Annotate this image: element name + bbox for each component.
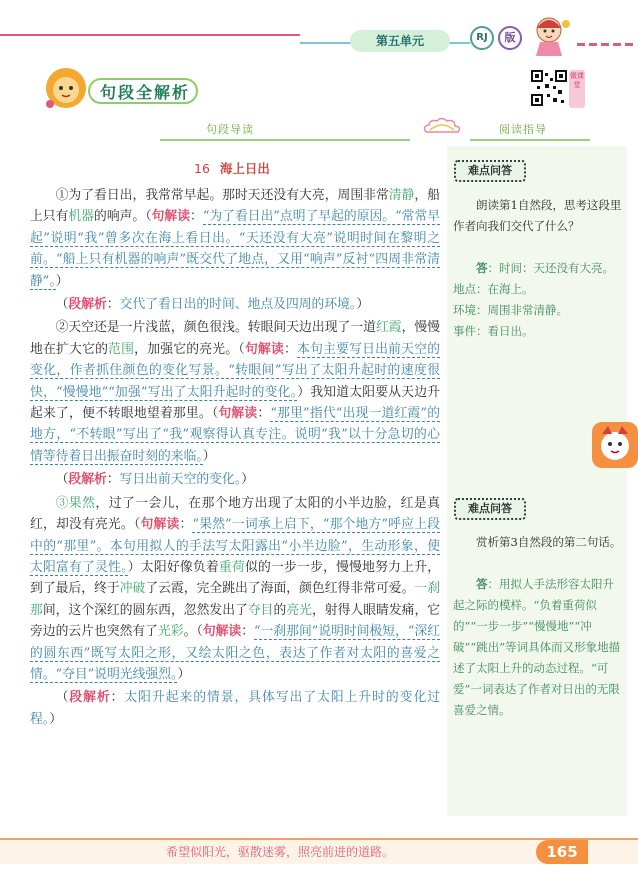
qa-question-1: 朗读第1自然段，思考这段里作者向我们交代了什么？	[453, 198, 622, 233]
paragraph-analysis-label: 段解析	[68, 472, 107, 488]
answer-line: 地点：在海上。	[453, 282, 534, 296]
sentence-note: “果然”一词承上启下，“那个地方”呼应上段中的“那里”。本句用拟人的手法写太阳露出“小半边脸”，生动形象，使太阳富有了灵性。	[30, 517, 441, 575]
lesson-title: 海上日出	[219, 161, 270, 176]
keyword: 红霞	[375, 320, 402, 336]
cloud-icon	[420, 116, 464, 138]
edition-badge: RJ	[470, 26, 494, 50]
paragraph-1-analysis: （段解析：交代了看日出的时间、地点及四周的环境。）	[55, 297, 370, 313]
qa-tab-1: 难点问答	[454, 160, 526, 182]
keyword: 重荷	[218, 559, 245, 575]
divider-right	[470, 139, 590, 141]
paragraph-analysis-label: 段解析	[68, 297, 107, 313]
answer-line: 环境：周围非常清静。	[453, 303, 568, 317]
page-title: 句段全解析	[100, 83, 191, 102]
keyword: 一刹那	[30, 581, 441, 618]
sentence-note-label: 句解读	[151, 209, 191, 225]
side-mascot-icon	[592, 422, 638, 468]
unit-badge: 第五单元	[350, 30, 450, 52]
paragraph-analysis: 交代了看日出的时间、地点及四周的环境。	[119, 297, 357, 313]
qa-answer-1: 答：时间：天还没有大亮。 地点：在海上。 环境：周围非常清静。 事件：看日出。	[453, 258, 623, 342]
keyword: 光彩	[157, 624, 184, 640]
paragraph-2: ②天空还是一片浅蓝，颜色很浅。转眼间天边出现了一道红霞，慢慢地在扩大它的范围，加强它的亮光。（句解读：本句主要写日出前天空的变化，作者抓住颜色的变化写景。“转眼间”写出了太阳升起时的速度很快，“慢慢地”“加强”写出了太阳升起时的变化。）我知道太阳要从天边升起来了，便不转眼地望着那里。（句解读：“那里”指代“出现一道红霞”的地方，“不转眼”写出了“我”观察得认真专注。说明“我”以十分急切的心情等待着日出振奋时刻的来临。）	[30, 320, 441, 464]
keyword: 夺目	[247, 602, 274, 618]
lesson-heading	[194, 159, 270, 177]
edition-suffix-badge: 版	[498, 26, 522, 50]
answer-line: 时间：天还没有大亮。	[499, 261, 614, 275]
keyword: 清静	[388, 188, 415, 203]
paragraph-analysis: 写日出前天空的变化。	[119, 472, 242, 488]
footer-slogan: 希望似阳光，驱散迷雾，照亮前进的道路。	[166, 845, 395, 859]
sentence-note-label: 句解读	[218, 406, 258, 422]
keyword: 机器	[68, 209, 95, 225]
section-label-reading-guide: 句段导读	[206, 123, 254, 136]
paragraph-analysis-label: 段解析	[69, 690, 111, 706]
decorative-dashes	[575, 38, 638, 50]
sentence-note-label: 句解读	[140, 517, 180, 533]
sentence-note-label: 句解读	[202, 624, 242, 640]
paragraph-1: ①为了看日出，我常常早起。那时天还没有大亮，周围非常清静，船上只有机器的响声。（句解读：“为了看日出”点明了早起的原因。“常常早起”说明“我”曾多次在海上看日出。“天还没有大亮”说明时间在黎明之前。“船上只有机器的响声”既交代了地点，又用“响声”反衬“四周非常清静”。）	[30, 188, 441, 289]
lesson-body	[30, 185, 440, 732]
sentence-note: “一刹那间”说明时间极短，“深红的圆东西”既写太阳之形，又绘太阳之色，表达了作者对太阳的喜爱之情。“夺目”说明光线强烈。	[30, 624, 441, 682]
qa-tab-2: 难点问答	[454, 498, 526, 520]
sentence-note: “那里”指代“出现一道红霞”的地方，“不转眼”写出了“我”观察得认真专注。说明“我”以十分急切的心情等待着日出振奋时刻的来临。	[30, 406, 441, 464]
sentence-note: 本句主要写日出前天空的变化，作者抓住颜色的变化写景。“转眼间”写出了太阳升起时的速度很快，“慢慢地”“加强”写出了太阳升起时的变化。	[30, 341, 441, 400]
page-number: 165	[536, 840, 588, 864]
mascot-girl-icon	[526, 14, 572, 58]
qr-label: 微课堂	[569, 70, 585, 108]
divider-left	[160, 139, 410, 141]
keyword: ③果然	[55, 495, 96, 511]
answer-line: 事件：看日出。	[453, 324, 534, 338]
paragraph-3: ③果然，过了一会儿，在那个地方出现了太阳的小半边脸，红是真红，却没有亮光。（句解读：“果然”一词承上启下，“那个地方”呼应上段中的“那里”。本句用拟人的手法写太阳露出“小半边脸”，生动形象，使太阳富有了灵性。）太阳好像负着重荷似的一步一步，慢慢地努力上升，到了最后，终于冲破了云霞，完全跳出了海面，颜色红得非常可爱。一刹那间，这个深红的圆东西，忽然发出了夺目的亮光，射得人眼睛发痛，它旁边的云片也突然有了光彩。（句解读：“一刹那间”说明时间极短，“深红的圆东西”既写太阳之形，又绘太阳之色，表达了作者对太阳的喜爱之情。“夺目”说明光线强烈。）	[30, 495, 441, 682]
qr-code-icon[interactable]	[531, 70, 567, 106]
section-label-reading-direction: 阅读指导	[499, 123, 547, 136]
sentence-note-label: 句解读	[244, 341, 285, 357]
lesson-number: 16	[194, 161, 210, 176]
keyword: 范围	[108, 341, 135, 357]
qa-answer-2: 答：用拟人手法形容太阳升起之际的模样。“负着重荷似的”“一步一步”“慢慢地”“冲破”“跳出”等词具体而又形象地描述了太阳上升的动态过程。“可爱”一词表达了作者对日出的无限喜爱之情。	[453, 577, 621, 717]
paragraph-3-analysis: （段解析：太阳升起来的情景，具体写出了太阳上升时的变化过程。）	[30, 690, 441, 727]
keyword: 亮光	[286, 602, 312, 618]
paragraph-2-analysis: （段解析：写日出前天空的变化。）	[55, 472, 254, 488]
qa-question-2: 赏析第3自然段的第二句话。	[476, 535, 622, 549]
keyword: 冲破	[119, 581, 146, 597]
sentence-note: “为了看日出”点明了早起的原因。“常常早起”说明“我”曾多次在海上看日出。“天还没有大亮”说明时间在黎明之前。“船上只有机器的响声”既交代了地点，又用“响声”反衬“四周非常清静”。	[30, 209, 441, 289]
paragraph-analysis: 太阳升起来的情景，具体写出了太阳上升时的变化过程。	[30, 690, 441, 727]
